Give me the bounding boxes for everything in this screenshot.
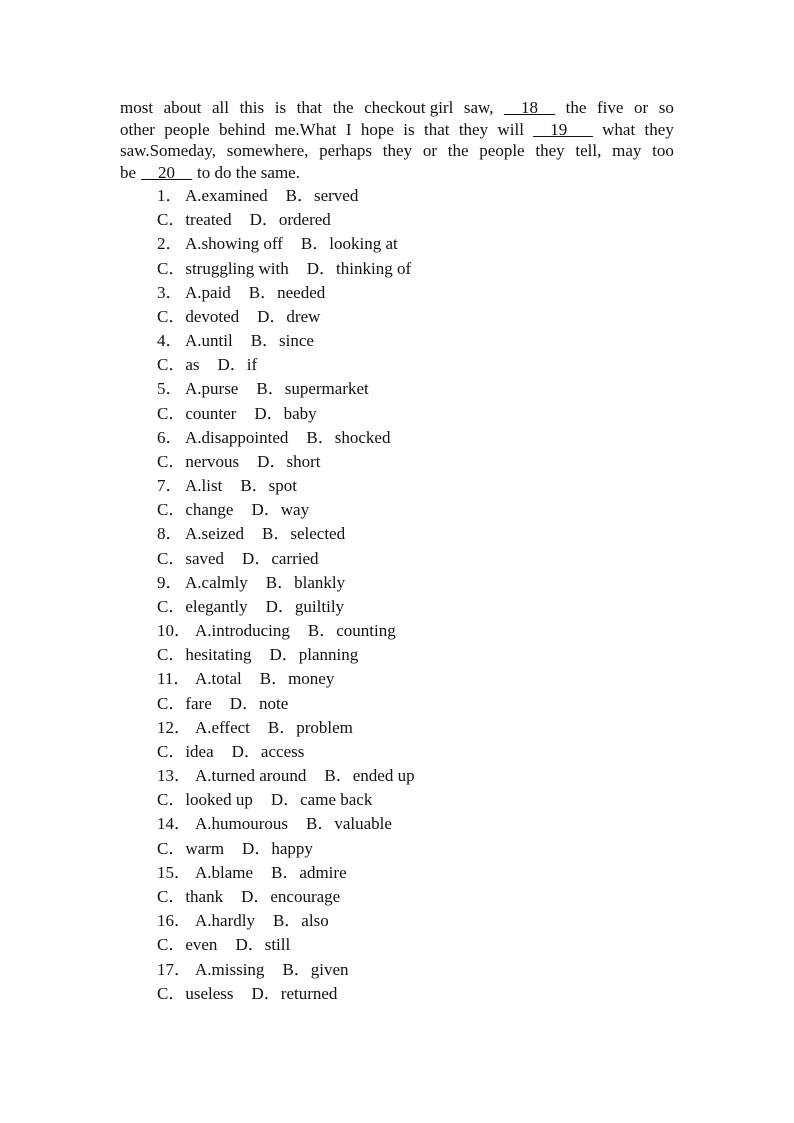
question-row — [157, 909, 433, 933]
option-c: C．struggling with — [157, 258, 289, 278]
passage-word: they — [382, 141, 413, 161]
option-c: C．useless — [157, 983, 234, 1003]
passage-word: other — [120, 119, 155, 139]
question-number: 11． — [157, 669, 191, 689]
question-row — [157, 740, 433, 764]
option-a: A.examined — [185, 186, 268, 205]
question-row — [157, 305, 433, 329]
question-row — [157, 667, 433, 691]
passage-word: the — [447, 141, 469, 161]
passage-word: that — [296, 98, 323, 117]
question-number: 1． — [157, 186, 183, 205]
question-number: 8． — [157, 524, 183, 544]
option-c: C．looked up — [157, 790, 253, 810]
question-number: 14． — [157, 814, 191, 834]
option-c: C．fare — [157, 693, 212, 713]
question-row — [157, 958, 433, 982]
option-a: A.showing off — [185, 234, 283, 254]
question-row — [157, 208, 433, 232]
question-row — [157, 595, 433, 619]
option-d: D．way — [251, 500, 310, 520]
question-row — [157, 474, 433, 498]
option-c: C．treated — [157, 210, 232, 230]
question-row — [157, 764, 433, 788]
passage-word: or — [422, 141, 437, 161]
question-number: 13． — [157, 766, 191, 786]
option-d: D．access — [231, 741, 305, 761]
passage-word: what — [602, 119, 636, 139]
question-row — [157, 547, 433, 571]
question-row — [157, 692, 433, 716]
question-number: 7． — [157, 476, 183, 496]
option-b: B．admire — [271, 862, 347, 882]
question-number: 12． — [157, 717, 191, 737]
passage-word: people — [479, 141, 525, 161]
question-options — [157, 184, 433, 1006]
option-c: C．elegantly — [157, 596, 248, 616]
option-b: B．valuable — [306, 814, 392, 834]
option-a: A.introducing — [195, 621, 290, 641]
option-d: D．short — [257, 451, 321, 471]
passage-word: that — [423, 119, 450, 139]
answer-blank: __20__ — [141, 162, 193, 182]
option-b: B．supermarket — [256, 379, 369, 399]
option-d: D．still — [235, 935, 291, 955]
passage-word: all — [212, 98, 229, 117]
passage-word: they — [458, 119, 489, 139]
question-number: 15． — [157, 862, 191, 882]
option-c: C．idea — [157, 741, 214, 761]
passage-word: most — [120, 98, 154, 117]
option-c: C．change — [157, 500, 234, 520]
passage-word: five — [596, 98, 624, 117]
question-row — [157, 329, 433, 353]
passage-word: or — [634, 98, 649, 117]
option-b: B．given — [282, 959, 349, 979]
option-a: A.disappointed — [185, 427, 289, 447]
option-a: A.humourous — [195, 814, 289, 834]
question-number: 4． — [157, 331, 183, 351]
option-b: B．since — [250, 331, 314, 351]
question-row — [157, 184, 433, 208]
option-b: B．counting — [307, 621, 396, 641]
option-b: B．blankly — [265, 572, 346, 592]
passage-line — [120, 162, 674, 184]
passage-word: behind — [218, 119, 266, 139]
option-c: C．devoted — [157, 306, 240, 326]
option-c: C．as — [157, 355, 200, 375]
question-row — [157, 281, 433, 305]
option-c: C．even — [157, 935, 218, 955]
passage-word: this — [239, 98, 265, 117]
option-a: A.total — [195, 669, 242, 689]
option-c: C．hesitating — [157, 645, 252, 665]
question-row — [157, 498, 433, 522]
passage-word: hope — [360, 119, 394, 139]
passage-line — [120, 119, 674, 141]
option-d: D．if — [217, 355, 258, 375]
option-a: A.paid — [185, 282, 231, 302]
option-d: D．returned — [251, 983, 338, 1003]
option-b: B．shocked — [306, 427, 391, 447]
option-d: D．note — [229, 693, 289, 713]
question-row — [157, 402, 433, 426]
passage-text — [120, 97, 674, 183]
option-a: A.missing — [195, 959, 265, 979]
question-row — [157, 933, 433, 957]
option-a: A.calmly — [185, 572, 248, 592]
passage-word: will — [497, 119, 524, 139]
option-c: C．counter — [157, 403, 237, 423]
passage-word: me.What — [274, 119, 337, 139]
option-b: B．needed — [248, 282, 326, 302]
option-a: A.effect — [195, 717, 250, 737]
option-d: D．guiltily — [265, 596, 345, 616]
option-d: D．planning — [269, 645, 359, 665]
question-row — [157, 257, 433, 281]
passage-word: about — [163, 98, 202, 117]
question-row — [157, 619, 433, 643]
question-row — [157, 885, 433, 909]
passage-word: tell, — [575, 141, 602, 161]
passage-word: checkout girl — [364, 98, 454, 117]
question-row — [157, 522, 433, 546]
question-number: 6． — [157, 427, 183, 447]
option-b: B．selected — [262, 524, 346, 544]
passage-word: so — [658, 98, 674, 117]
passage-line — [120, 140, 674, 162]
question-row — [157, 377, 433, 401]
option-b: B．problem — [267, 717, 353, 737]
passage-word: somewhere, — [226, 141, 309, 161]
question-row — [157, 571, 433, 595]
passage-word: saw, — [463, 98, 494, 117]
option-a: A.until — [185, 331, 233, 351]
option-d: D．ordered — [249, 210, 331, 230]
question-row — [157, 232, 433, 256]
passage-word: be — [120, 162, 137, 182]
option-a: A.list — [185, 476, 223, 496]
option-a: A.blame — [195, 862, 254, 882]
question-row — [157, 812, 433, 836]
passage-word: may — [612, 141, 642, 161]
passage-word: they — [535, 141, 565, 161]
option-b: B．looking at — [300, 234, 398, 254]
question-number: 16． — [157, 911, 191, 931]
passage-word: too — [652, 141, 674, 161]
option-d: D．drew — [257, 306, 321, 326]
question-row — [157, 450, 433, 474]
answer-blank: __18__ — [504, 98, 556, 117]
question-row — [157, 716, 433, 740]
option-c: C．thank — [157, 886, 224, 906]
option-c: C．saved — [157, 548, 225, 568]
passage-word: saw.Someday, — [120, 141, 216, 161]
option-b: B．served — [285, 186, 359, 205]
passage-word: perhaps — [319, 141, 373, 161]
option-b: B．ended up — [324, 766, 415, 786]
question-row — [157, 643, 433, 667]
option-b: B．also — [272, 911, 329, 931]
passage-word: they — [644, 119, 674, 139]
passage-word: is — [403, 119, 415, 139]
question-number: 2． — [157, 234, 183, 254]
passage-word: I — [345, 119, 352, 139]
option-a: A.hardly — [195, 911, 255, 931]
option-a: A.seized — [185, 524, 245, 544]
answer-blank: __19___ — [533, 119, 593, 139]
question-row — [157, 788, 433, 812]
option-c: C．warm — [157, 838, 225, 858]
question-number: 17． — [157, 959, 191, 979]
question-number: 3． — [157, 282, 183, 302]
passage-line — [120, 97, 674, 119]
option-d: D．encourage — [241, 886, 341, 906]
question-row — [157, 861, 433, 885]
passage-word: the — [332, 98, 354, 117]
question-row — [157, 353, 433, 377]
option-b: B．spot — [240, 476, 297, 496]
option-d: D．came back — [270, 790, 373, 810]
question-number: 5． — [157, 379, 183, 399]
option-d: D．carried — [242, 548, 319, 568]
question-row — [157, 837, 433, 861]
question-row — [157, 426, 433, 450]
passage-word: the — [565, 98, 587, 117]
passage-word: is — [274, 98, 287, 117]
passage-word: people — [164, 119, 210, 139]
question-number: 9． — [157, 572, 183, 592]
option-d: D．thinking of — [306, 258, 412, 278]
option-a: A.purse — [185, 379, 239, 399]
question-row — [157, 982, 433, 1006]
question-number: 10． — [157, 621, 191, 641]
option-d: D．happy — [242, 838, 313, 858]
passage-word: to do the same. — [197, 162, 300, 182]
option-c: C．nervous — [157, 451, 240, 471]
option-a: A.turned around — [195, 766, 307, 786]
option-d: D．baby — [254, 403, 317, 423]
option-b: B．money — [259, 669, 335, 689]
